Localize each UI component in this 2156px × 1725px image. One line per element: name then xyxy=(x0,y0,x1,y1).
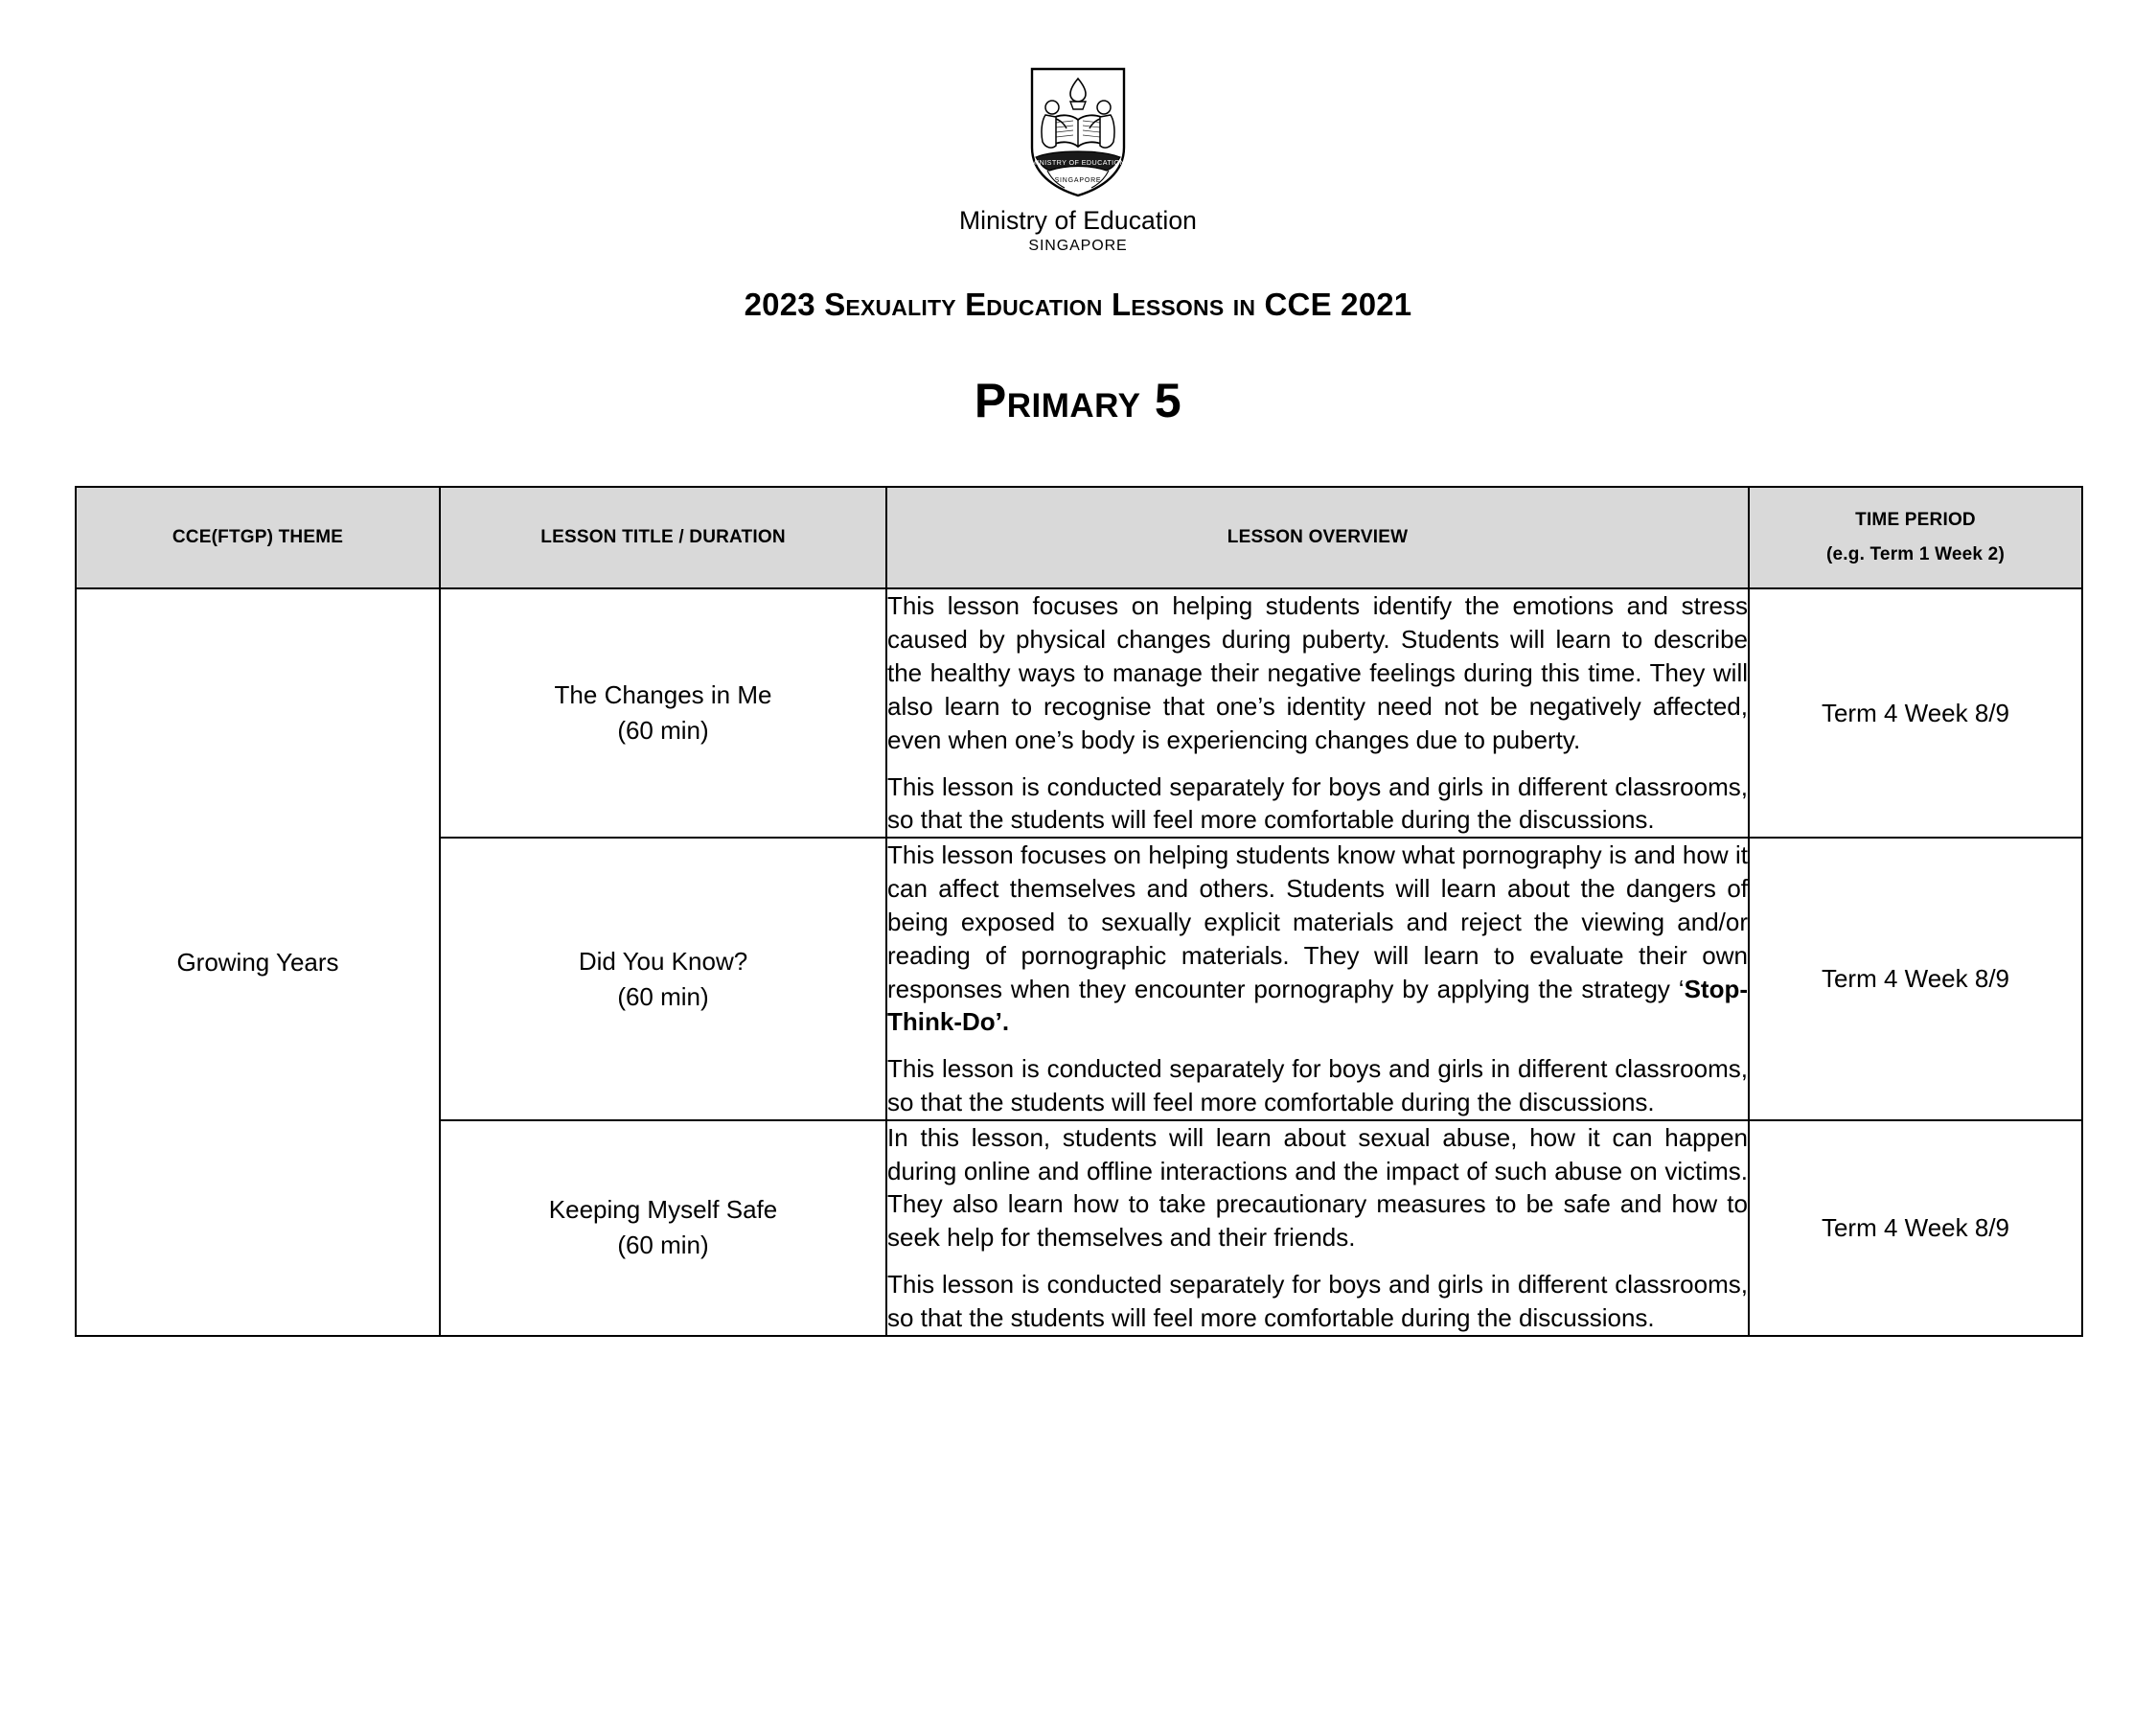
lessons-table-wrapper xyxy=(75,486,2081,1336)
moe-crest-icon xyxy=(1026,65,1130,199)
document-title: 2023 Sexuality Education Lessons in CCE 2021 xyxy=(744,287,1412,323)
lesson-duration-text: (60 min) xyxy=(617,1230,709,1260)
overview-p1-pre: In this lesson, students will learn about sexual abuse, how it can happen during online and offline interactions and the impact of such abuse on victims. They also learn how to take precautionary measures to be safe and how to seek help for themselves and their friends. xyxy=(887,1122,1748,1253)
lesson-title-text: The Changes in Me xyxy=(554,680,772,710)
lesson-title-cell xyxy=(440,838,886,1120)
theme-cell: Growing Years xyxy=(76,588,440,1335)
header-cell-theme: CCE(FTGP) THEME xyxy=(76,487,440,588)
crest-sub-text: SINGAPORE xyxy=(1054,177,1102,184)
overview-paragraph-2: This lesson is conducted separately for boys and girls in different classrooms, so that the students will feel more comfortable during the discussions. xyxy=(887,771,1748,835)
org-country: SINGAPORE xyxy=(1028,237,1128,254)
header-cell-time-period xyxy=(1749,487,2082,588)
overview-paragraph-2: This lesson is conducted separately for boys and girls in different classrooms, so that the students will feel more comfortable during the discussions. xyxy=(887,1054,1748,1116)
header-time-period-line2: (e.g. Term 1 Week 2) xyxy=(1826,544,2005,565)
overview-paragraph-1 xyxy=(887,839,1748,1039)
overview-paragraph-1 xyxy=(887,1121,1748,1254)
header-time-period-line1: TIME PERIOD xyxy=(1855,510,1976,531)
overview-paragraph-2: This lesson is conducted separately for boys and girls in different classrooms, so that the students will feel more comfortable during the discussions. xyxy=(887,1270,1748,1332)
table-header xyxy=(76,487,2082,588)
overview-p1-pre: This lesson focuses on helping students know what pornography is and how it can affect themselves and others. Students will learn about the dangers of being exposed to sexually explicit materials and reject the viewing and/or reading of pornographic materials. They will learn to evaluate their own responses when they encounter pornography by applying the strategy ‘ xyxy=(887,840,1748,1003)
lesson-overview-cell xyxy=(886,1120,1749,1336)
table-body xyxy=(76,588,2082,1335)
overview-p1-pre: This lesson focuses on helping students identify the emotions and stress caused by physical changes during puberty. Students will learn to describe the healthy ways to manage their negative feelings during this time. They will also learn to recognise that one’s identity need not be negatively affected, even when one’s body is experiencing changes due to puberty. xyxy=(887,591,1748,754)
time-period-cell: Term 4 Week 8/9 xyxy=(1749,838,2082,1120)
lesson-title-text: Keeping Myself Safe xyxy=(548,1195,778,1225)
table-row xyxy=(76,588,2082,838)
lesson-title-text: Did You Know? xyxy=(578,946,748,976)
lesson-duration-text: (60 min) xyxy=(617,981,709,1011)
lesson-overview-cell xyxy=(886,588,1749,838)
lessons-table xyxy=(75,486,2083,1336)
overview-paragraph-1 xyxy=(887,589,1748,756)
crest-banner-text: MINISTRY OF EDUCATION xyxy=(1030,158,1126,167)
time-period-cell: Term 4 Week 8/9 xyxy=(1749,1120,2082,1336)
org-name: Ministry of Education xyxy=(958,206,1198,235)
lesson-title-cell xyxy=(440,1120,886,1336)
header-cell-lesson-overview: LESSON OVERVIEW xyxy=(886,487,1749,588)
table-header-row xyxy=(76,487,2082,588)
header-cell-lesson-title: LESSON TITLE / DURATION xyxy=(440,487,886,588)
lesson-overview-cell xyxy=(886,838,1749,1120)
masthead xyxy=(75,0,2081,254)
overview-p1-bold: Stop-Think-Do’. xyxy=(887,974,1748,1037)
lesson-title-cell xyxy=(440,588,886,838)
time-period-cell: Term 4 Week 8/9 xyxy=(1749,588,2082,838)
level-title: Primary 5 xyxy=(974,374,1182,428)
lesson-duration-text: (60 min) xyxy=(617,716,709,746)
